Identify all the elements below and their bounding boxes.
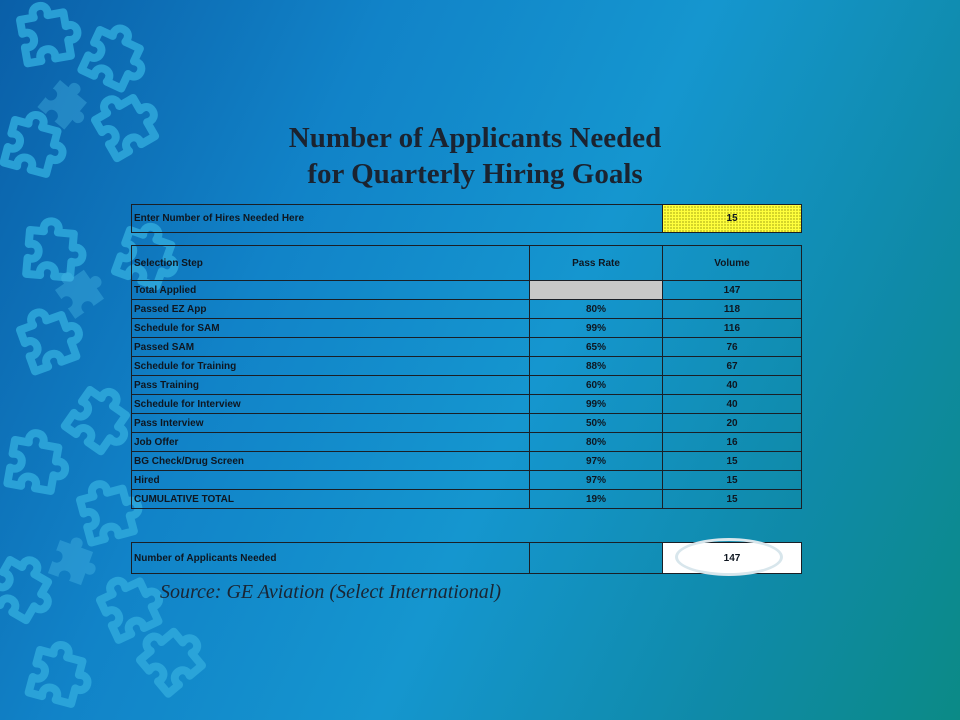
rate-cell[interactable]: 99% [530, 319, 663, 338]
table-header-row [132, 246, 802, 281]
rate-cell[interactable]: 80% [530, 433, 663, 452]
rate-cell[interactable]: 65% [530, 338, 663, 357]
table-row [132, 414, 802, 433]
volume-cell: 118 [663, 300, 802, 319]
table-row [132, 357, 802, 376]
step-cell: Pass Interview [132, 414, 530, 433]
hires-input-table [131, 204, 802, 233]
highlight-oval [675, 538, 783, 576]
header-pass-rate: Pass Rate [530, 246, 663, 281]
volume-cell: 15 [663, 471, 802, 490]
step-cell: Hired [132, 471, 530, 490]
result-label: Number of Applicants Needed [132, 543, 530, 574]
title-line-2: for Quarterly Hiring Goals [307, 158, 643, 190]
step-cell: Pass Training [132, 376, 530, 395]
step-cell: Total Applied [132, 281, 530, 300]
step-cell: BG Check/Drug Screen [132, 452, 530, 471]
table-row [132, 395, 802, 414]
volume-cell: 15 [663, 490, 802, 509]
rate-cell[interactable]: 97% [530, 452, 663, 471]
rate-cell[interactable]: 80% [530, 300, 663, 319]
table-row [132, 281, 802, 300]
header-volume: Volume [663, 246, 802, 281]
volume-cell: 40 [663, 395, 802, 414]
rate-cell[interactable]: 88% [530, 357, 663, 376]
selection-steps-table [131, 245, 802, 509]
volume-cell: 76 [663, 338, 802, 357]
table-row [132, 376, 802, 395]
result-empty-cell [530, 543, 663, 574]
rate-cell [530, 281, 663, 300]
rate-cell[interactable]: 99% [530, 395, 663, 414]
rate-cell[interactable]: 60% [530, 376, 663, 395]
source-note: Source: GE Aviation (Select International) [160, 581, 502, 603]
header-selection-step: Selection Step [132, 246, 530, 281]
table-row [132, 452, 802, 471]
volume-cell: 147 [663, 281, 802, 300]
table-row [132, 319, 802, 338]
page-title [160, 120, 790, 192]
rate-cell[interactable]: 97% [530, 471, 663, 490]
table-row [132, 471, 802, 490]
step-cell: Job Offer [132, 433, 530, 452]
step-cell: Passed EZ App [132, 300, 530, 319]
table-row [132, 433, 802, 452]
step-cell: Schedule for Training [132, 357, 530, 376]
volume-cell: 15 [663, 452, 802, 471]
volume-cell: 16 [663, 433, 802, 452]
hires-input-row [132, 205, 802, 233]
step-cell: CUMULATIVE TOTAL [132, 490, 530, 509]
title-line-1: Number of Applicants Needed [288, 122, 662, 154]
hires-input-label: Enter Number of Hires Needed Here [132, 205, 663, 233]
step-cell: Schedule for SAM [132, 319, 530, 338]
table-row [132, 300, 802, 319]
rate-cell[interactable]: 50% [530, 414, 663, 433]
table-row [132, 338, 802, 357]
volume-cell: 40 [663, 376, 802, 395]
result-value: 147 [663, 543, 802, 574]
step-cell: Passed SAM [132, 338, 530, 357]
rate-cell: 19% [530, 490, 663, 509]
volume-cell: 116 [663, 319, 802, 338]
table-row [132, 490, 802, 509]
hires-input-field[interactable]: 15 [663, 205, 802, 233]
volume-cell: 67 [663, 357, 802, 376]
volume-cell: 20 [663, 414, 802, 433]
step-cell: Schedule for Interview [132, 395, 530, 414]
